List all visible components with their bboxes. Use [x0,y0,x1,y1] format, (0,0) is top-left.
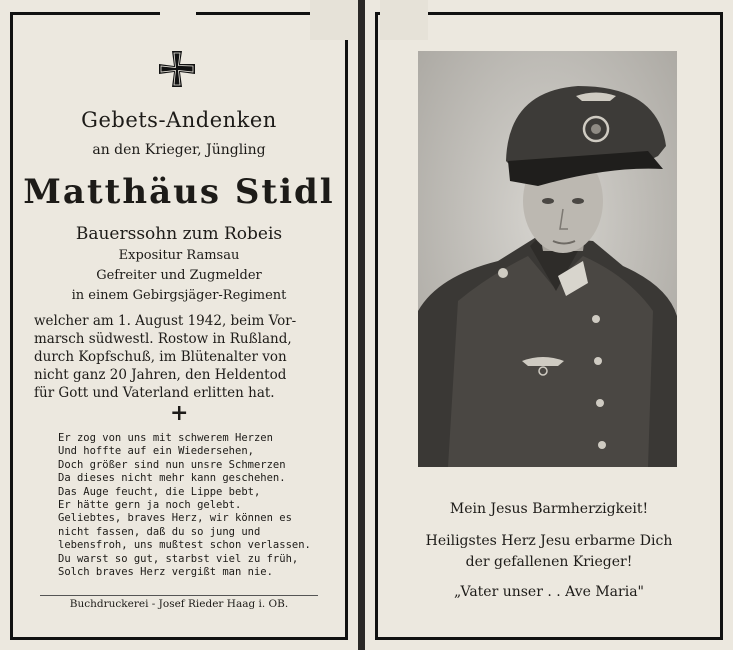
closing-prayer: „Vater unser . . Ave Maria" [454,584,644,600]
mercy-line: Mein Jesus Barmherzigkeit! [449,501,649,517]
poem-line: Da dieses nicht mehr kann geschehen. [58,472,286,485]
bio-line: nicht ganz 20 Jahren, den Heldentod [34,367,287,383]
poem-line: lebensfroh, uns mußtest schon verlassen. [58,539,311,552]
poem-line: Geliebtes, braves Herz, wir können es [58,512,292,525]
rank-line: Gefreiter und Zugmelder [96,268,262,283]
prayer-heading: Gebets-Andenken [81,108,277,132]
poem-line: Du warst so gut, starbst viel zu früh, [58,552,299,565]
bio-line: durch Kopfschuß, im Blütenalter von [34,349,287,365]
bio-line: welcher am 1. August 1942, beim Vor- [34,313,297,329]
son-of-line: Bauerssohn zum Robeis [75,224,283,244]
bio-line: marsch südwestl. Rostow in Rußland, [34,331,292,347]
deceased-name: Matthäus Stidl [23,172,335,212]
cross-symbol: + [170,400,189,426]
tape-mark [160,0,196,26]
poem-line: nicht fassen, daß du so jung und [58,525,261,538]
memorial-poem [58,432,318,579]
regiment-line: in einem Gebirgsjäger-Regiment [71,288,287,303]
poem-line: Das Auge feucht, die Lippe bebt, [58,485,261,498]
bio-line: für Gott und Vaterland erlitten hat. [34,385,275,401]
sacred-heart-prayer [375,531,723,573]
tape-mark-left [310,0,358,40]
printer-imprint: Buchdruckerei - Josef Rieder Haag i. OB. [69,598,289,610]
biography [34,312,324,402]
printer-divider [40,595,318,596]
sacred-heart-line-2: der gefallenen Krieger! [465,554,633,570]
sacred-heart-line-1: Heiligstes Herz Jesu erbarme Dich [425,533,673,549]
poem-line: Solch braves Herz vergißt man nie. [58,566,273,579]
parish-line: Expositur Ramsau [118,248,240,263]
iron-cross-icon [157,49,197,89]
poem-line: Und hoffte auf ein Wiedersehen, [58,445,254,458]
poem-line: Er zog von uns mit schwerem Herzen [58,432,273,444]
soldier-portrait-icon [418,51,677,467]
dedication-line: an den Krieger, Jüngling [92,142,266,158]
poem-line: Doch größer sind nun unsre Schmerzen [58,458,286,471]
tape-mark-right [380,0,428,40]
poem-line: Er hätte gern ja noch gelebt. [58,499,242,512]
soldier-portrait-photo [418,51,677,467]
